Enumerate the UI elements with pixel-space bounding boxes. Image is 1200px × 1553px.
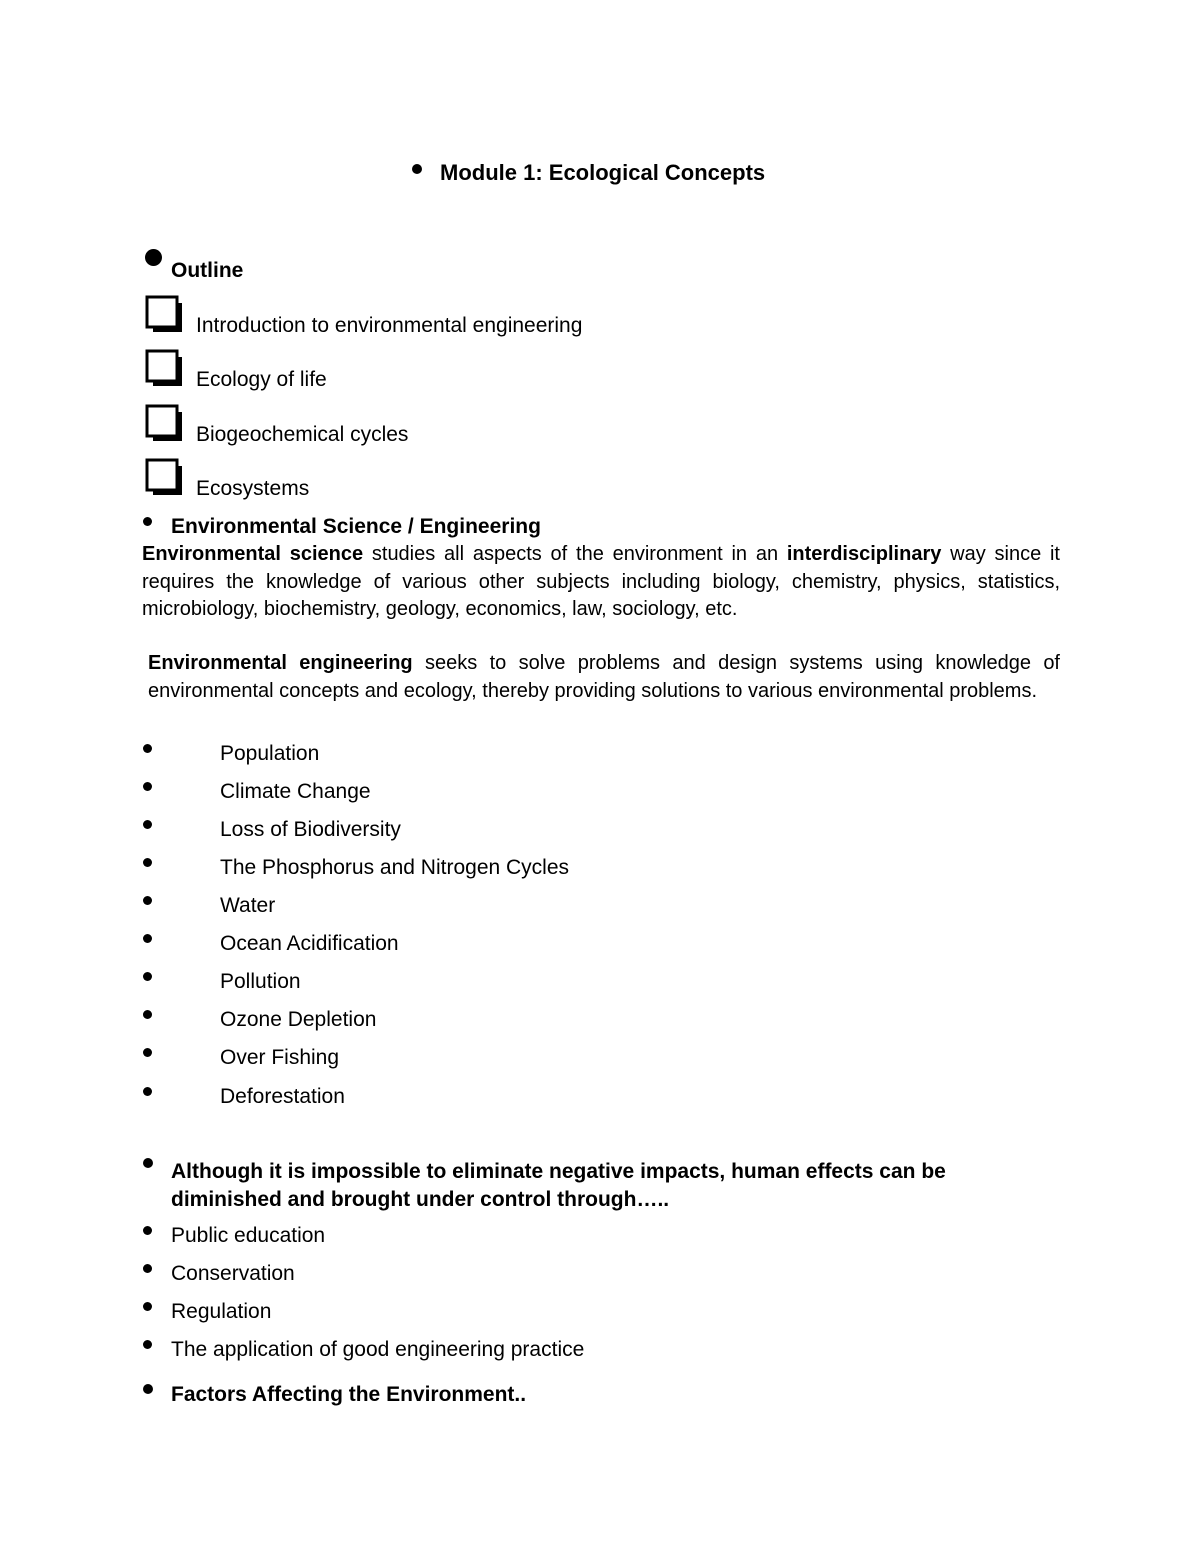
- factors-heading: Factors Affecting the Environment..: [171, 1383, 527, 1406]
- impact-item: Public education: [171, 1224, 326, 1247]
- science-text-before: studies all aspects of the environment in an: [363, 543, 787, 565]
- engineering-term: Environmental engineering: [148, 652, 413, 674]
- list-bullet-icon: [143, 858, 152, 867]
- list-bullet-icon: [143, 1340, 152, 1349]
- section-bullet-icon: [143, 517, 152, 526]
- page-title: Module 1: Ecological Concepts: [440, 160, 766, 185]
- list-bullet-icon: [143, 972, 152, 981]
- problem-item: Deforestation: [220, 1085, 345, 1108]
- section-heading: Environmental Science / Engineering: [171, 515, 541, 538]
- impact-item: The application of good engineering practice: [171, 1338, 585, 1361]
- problem-item: Loss of Biodiversity: [220, 818, 401, 841]
- impacts-bullet-icon: [143, 1158, 153, 1168]
- list-bullet-icon: [143, 1226, 152, 1235]
- outline-item: Ecosystems: [196, 477, 310, 500]
- impacts-heading: Although it is impossible to eliminate negative impacts, human effects can be diminished and brought under control through…..: [171, 1160, 946, 1211]
- checkbox-icon: [145, 404, 183, 442]
- problem-item: Ozone Depletion: [220, 1008, 377, 1031]
- problem-item: Climate Change: [220, 780, 371, 803]
- engineering-text: seeks to solve problems and design systems using knowledge of environmental concepts and ecology, thereby providing solutions to various environmental problems.: [148, 652, 1060, 702]
- problem-item: Ocean Acidification: [220, 932, 399, 955]
- list-bullet-icon: [143, 820, 152, 829]
- outline-item: Biogeochemical cycles: [196, 423, 409, 446]
- list-bullet-icon: [143, 744, 152, 753]
- problem-item: The Phosphorus and Nitrogen Cycles: [220, 856, 570, 879]
- science-text-after: way since it requires the knowledge of various other subjects including biology, chemistry, physics, statistics, microbiology, biochemistry, geology, economics, law, sociology, etc.: [142, 543, 1060, 620]
- checkbox-icon: [145, 295, 183, 333]
- checkbox-icon: [145, 349, 183, 387]
- science-paragraph: [142, 541, 1060, 624]
- outline-bullet-icon: [145, 249, 162, 266]
- outline-heading: Outline: [171, 259, 244, 282]
- problem-item: Pollution: [220, 970, 301, 993]
- factors-bullet-icon: [143, 1384, 153, 1394]
- list-bullet-icon: [143, 1087, 152, 1096]
- outline-item: Ecology of life: [196, 368, 327, 391]
- problem-item: Over Fishing: [220, 1046, 340, 1069]
- list-bullet-icon: [143, 782, 152, 791]
- engineering-paragraph: [142, 650, 1060, 705]
- impact-item: Conservation: [171, 1262, 295, 1285]
- problem-item: Population: [220, 742, 320, 765]
- outline-item: Introduction to environmental engineering: [196, 314, 583, 337]
- problem-item: Water: [220, 894, 276, 917]
- science-term: Environmental science: [142, 543, 364, 565]
- science-keyword: interdisciplinary: [786, 543, 942, 565]
- list-bullet-icon: [143, 1302, 152, 1311]
- list-bullet-icon: [143, 1010, 152, 1019]
- title-bullet-icon: [412, 164, 422, 174]
- list-bullet-icon: [143, 1048, 152, 1057]
- list-bullet-icon: [143, 1264, 152, 1273]
- checkbox-icon: [145, 458, 183, 496]
- list-bullet-icon: [143, 934, 152, 943]
- list-bullet-icon: [143, 896, 152, 905]
- impact-item: Regulation: [171, 1300, 272, 1323]
